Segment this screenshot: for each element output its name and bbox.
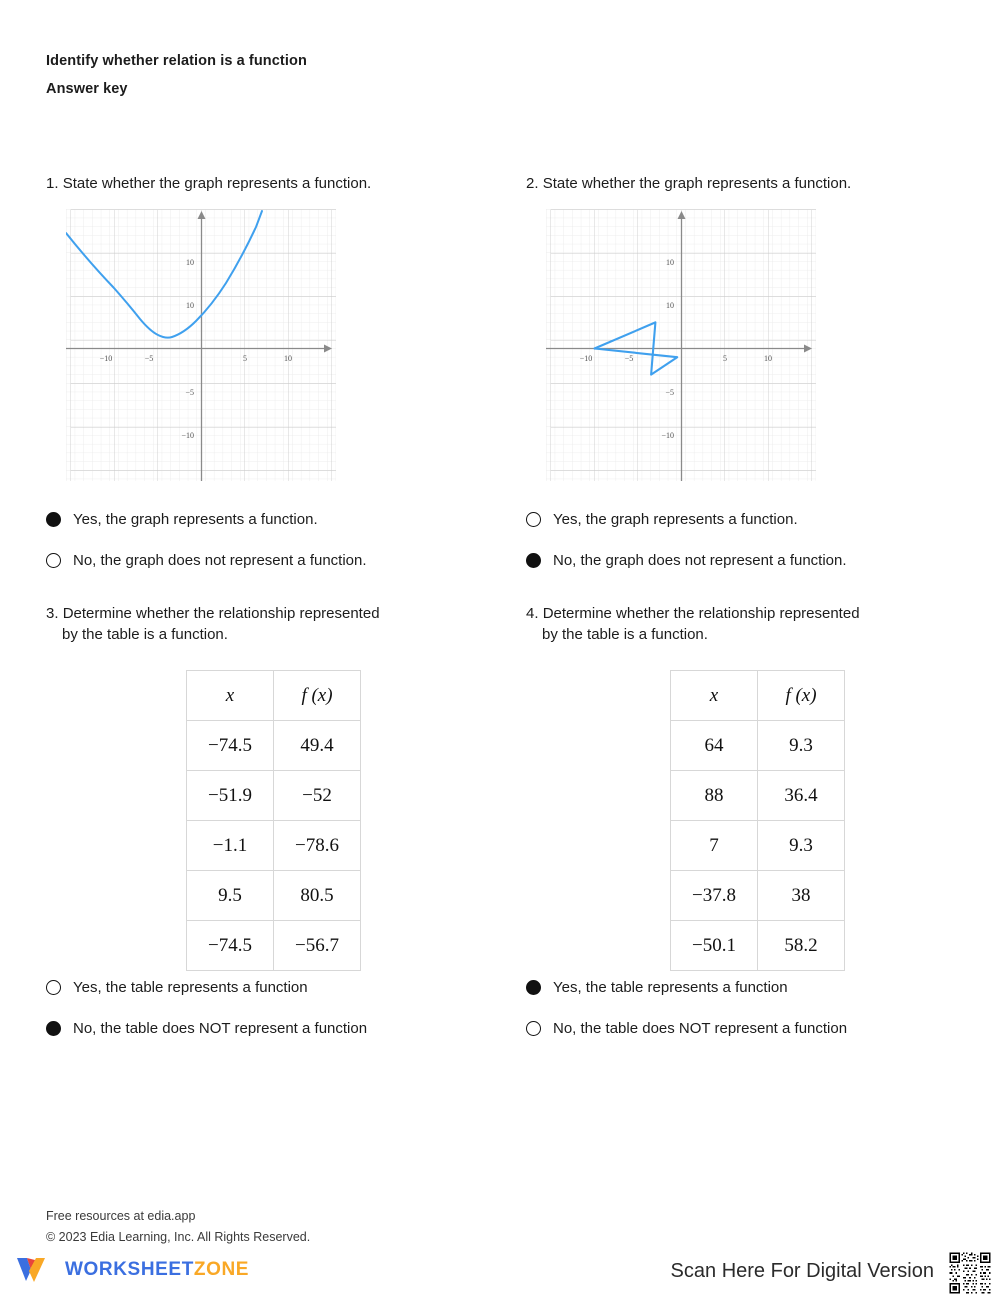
question-3 xyxy=(46,603,516,646)
choice-1-yes-label: Yes, the graph represents a function. xyxy=(73,511,318,528)
question-1 xyxy=(46,173,516,194)
footer-text xyxy=(46,1206,310,1247)
choice-2-no[interactable] xyxy=(526,551,996,571)
radio-icon-empty[interactable] xyxy=(526,1021,541,1036)
table-3-cell-x: −1.1 xyxy=(187,821,274,871)
table-row xyxy=(671,721,845,771)
table-3-wrapper xyxy=(186,670,361,971)
table-4-wrapper xyxy=(670,670,845,971)
table-3-cell-fx: −78.6 xyxy=(274,821,361,871)
table-3-cell-x: −51.9 xyxy=(187,771,274,821)
svg-text:−10: −10 xyxy=(99,354,113,363)
question-4-number: 4. xyxy=(526,605,539,622)
choice-3-yes[interactable] xyxy=(46,978,516,998)
table-row xyxy=(671,821,845,871)
choice-2-yes-label: Yes, the graph represents a function. xyxy=(553,511,798,528)
svg-text:10: 10 xyxy=(186,258,194,267)
table-3-col-fx: f (x) xyxy=(274,671,361,721)
table-3-cell-fx: 80.5 xyxy=(274,871,361,921)
question-2-prompt xyxy=(526,173,996,194)
table-row xyxy=(187,921,361,971)
choice-4-no[interactable] xyxy=(526,1019,996,1039)
question-2-number: 2. xyxy=(526,175,539,192)
table-3-col-x: x xyxy=(187,671,274,721)
choice-4-yes[interactable] xyxy=(526,978,996,998)
table-4-col-x: x xyxy=(671,671,758,721)
question-1-choices xyxy=(46,510,516,570)
table-4-col-fx: f (x) xyxy=(758,671,845,721)
question-2-choices xyxy=(526,510,996,570)
logo-text xyxy=(65,1259,249,1281)
question-1-number: 1. xyxy=(46,175,59,192)
graph-1-svg xyxy=(66,209,336,481)
svg-text:−10: −10 xyxy=(579,354,593,363)
choice-3-yes-label: Yes, the table represents a function xyxy=(73,979,308,996)
svg-text:−5: −5 xyxy=(624,354,634,363)
question-4 xyxy=(526,603,996,646)
question-3-prompt xyxy=(46,603,516,646)
svg-text:10: 10 xyxy=(666,258,674,267)
qr-code-icon[interactable] xyxy=(948,1251,992,1295)
header xyxy=(46,48,307,103)
logo-text-primary: WORKSHEET xyxy=(65,1259,194,1280)
table-3-cell-fx: 49.4 xyxy=(274,721,361,771)
svg-text:−5: −5 xyxy=(185,388,194,397)
choice-1-yes[interactable] xyxy=(46,510,516,530)
table-4-cell-x: −37.8 xyxy=(671,871,758,921)
question-4-choices xyxy=(526,978,996,1038)
table-3-header-row xyxy=(187,671,361,721)
table-4-cell-fx: 9.3 xyxy=(758,721,845,771)
table-row xyxy=(671,871,845,921)
graph-2-svg xyxy=(546,209,816,481)
table-4-cell-fx: 38 xyxy=(758,871,845,921)
table-3-cell-x: 9.5 xyxy=(187,871,274,921)
radio-icon-empty[interactable] xyxy=(46,553,61,568)
question-1-prompt xyxy=(46,173,516,194)
choice-3-no-label: No, the table does NOT represent a function xyxy=(73,1019,368,1037)
radio-icon-filled[interactable] xyxy=(46,1021,61,1036)
radio-icon-empty[interactable] xyxy=(46,980,61,995)
question-4-text-line2: by the table is a function. xyxy=(542,626,708,644)
question-4-text-line1: Determine whether the relationship represented xyxy=(542,605,860,622)
graph-1 xyxy=(66,209,336,481)
svg-text:5: 5 xyxy=(243,354,247,363)
question-2 xyxy=(526,173,996,194)
table-row xyxy=(187,871,361,921)
question-3-text-line1: Determine whether the relationship represented xyxy=(62,605,380,622)
table-row xyxy=(671,921,845,971)
question-1-text: State whether the graph represents a function. xyxy=(62,175,372,192)
choice-1-no[interactable] xyxy=(46,551,516,571)
logo-w-icon xyxy=(14,1254,54,1286)
page-title: Identify whether relation is a function xyxy=(46,53,307,69)
svg-text:−10: −10 xyxy=(661,431,674,440)
table-3-cell-fx: −56.7 xyxy=(274,921,361,971)
question-3-choices xyxy=(46,978,516,1038)
radio-icon-empty[interactable] xyxy=(526,512,541,527)
table-row xyxy=(187,771,361,821)
table-4-header-row xyxy=(671,671,845,721)
graph-2 xyxy=(546,209,816,481)
table-4 xyxy=(670,670,845,971)
radio-icon-filled[interactable] xyxy=(526,980,541,995)
worksheet-zone-logo[interactable] xyxy=(14,1254,249,1286)
table-4-cell-fx: 58.2 xyxy=(758,921,845,971)
question-3-text-line2: by the table is a function. xyxy=(62,626,228,644)
table-3-cell-x: −74.5 xyxy=(187,921,274,971)
table-3 xyxy=(186,670,361,971)
table-row xyxy=(187,821,361,871)
choice-3-no[interactable] xyxy=(46,1019,516,1039)
choice-2-yes[interactable] xyxy=(526,510,996,530)
scan-text: Scan Here For Digital Version xyxy=(670,1260,934,1282)
table-4-cell-x: 7 xyxy=(671,821,758,871)
choice-1-no-label: No, the graph does not represent a function. xyxy=(73,551,367,569)
question-3-number: 3. xyxy=(46,605,59,622)
table-4-cell-fx: 9.3 xyxy=(758,821,845,871)
svg-text:−5: −5 xyxy=(144,354,154,363)
choice-4-no-label: No, the table does NOT represent a function xyxy=(553,1019,848,1037)
page-subtitle: Answer key xyxy=(46,80,128,97)
question-2-text: State whether the graph represents a function. xyxy=(542,175,852,192)
svg-text:10: 10 xyxy=(666,301,674,310)
table-4-cell-fx: 36.4 xyxy=(758,771,845,821)
table-4-cell-x: 88 xyxy=(671,771,758,821)
choice-4-yes-label: Yes, the table represents a function xyxy=(553,979,788,996)
table-row xyxy=(671,771,845,821)
question-4-prompt xyxy=(526,603,996,646)
svg-text:10: 10 xyxy=(284,354,292,363)
radio-icon-filled[interactable] xyxy=(46,512,61,527)
svg-text:10: 10 xyxy=(186,301,194,310)
table-3-cell-fx: −52 xyxy=(274,771,361,821)
table-row xyxy=(187,721,361,771)
svg-text:5: 5 xyxy=(723,354,727,363)
choice-2-no-label: No, the graph does not represent a function. xyxy=(553,551,847,569)
footer-line-1: Free resources at edia.app xyxy=(46,1209,196,1223)
svg-text:−5: −5 xyxy=(665,388,674,397)
table-4-cell-x: 64 xyxy=(671,721,758,771)
svg-text:−10: −10 xyxy=(181,431,194,440)
logo-text-secondary: ZONE xyxy=(193,1259,250,1280)
footer-line-2: © 2023 Edia Learning, Inc. All Rights Reserved. xyxy=(46,1229,311,1244)
radio-icon-filled[interactable] xyxy=(526,553,541,568)
svg-text:10: 10 xyxy=(764,354,772,363)
table-3-cell-x: −74.5 xyxy=(187,721,274,771)
table-4-cell-x: −50.1 xyxy=(671,921,758,971)
